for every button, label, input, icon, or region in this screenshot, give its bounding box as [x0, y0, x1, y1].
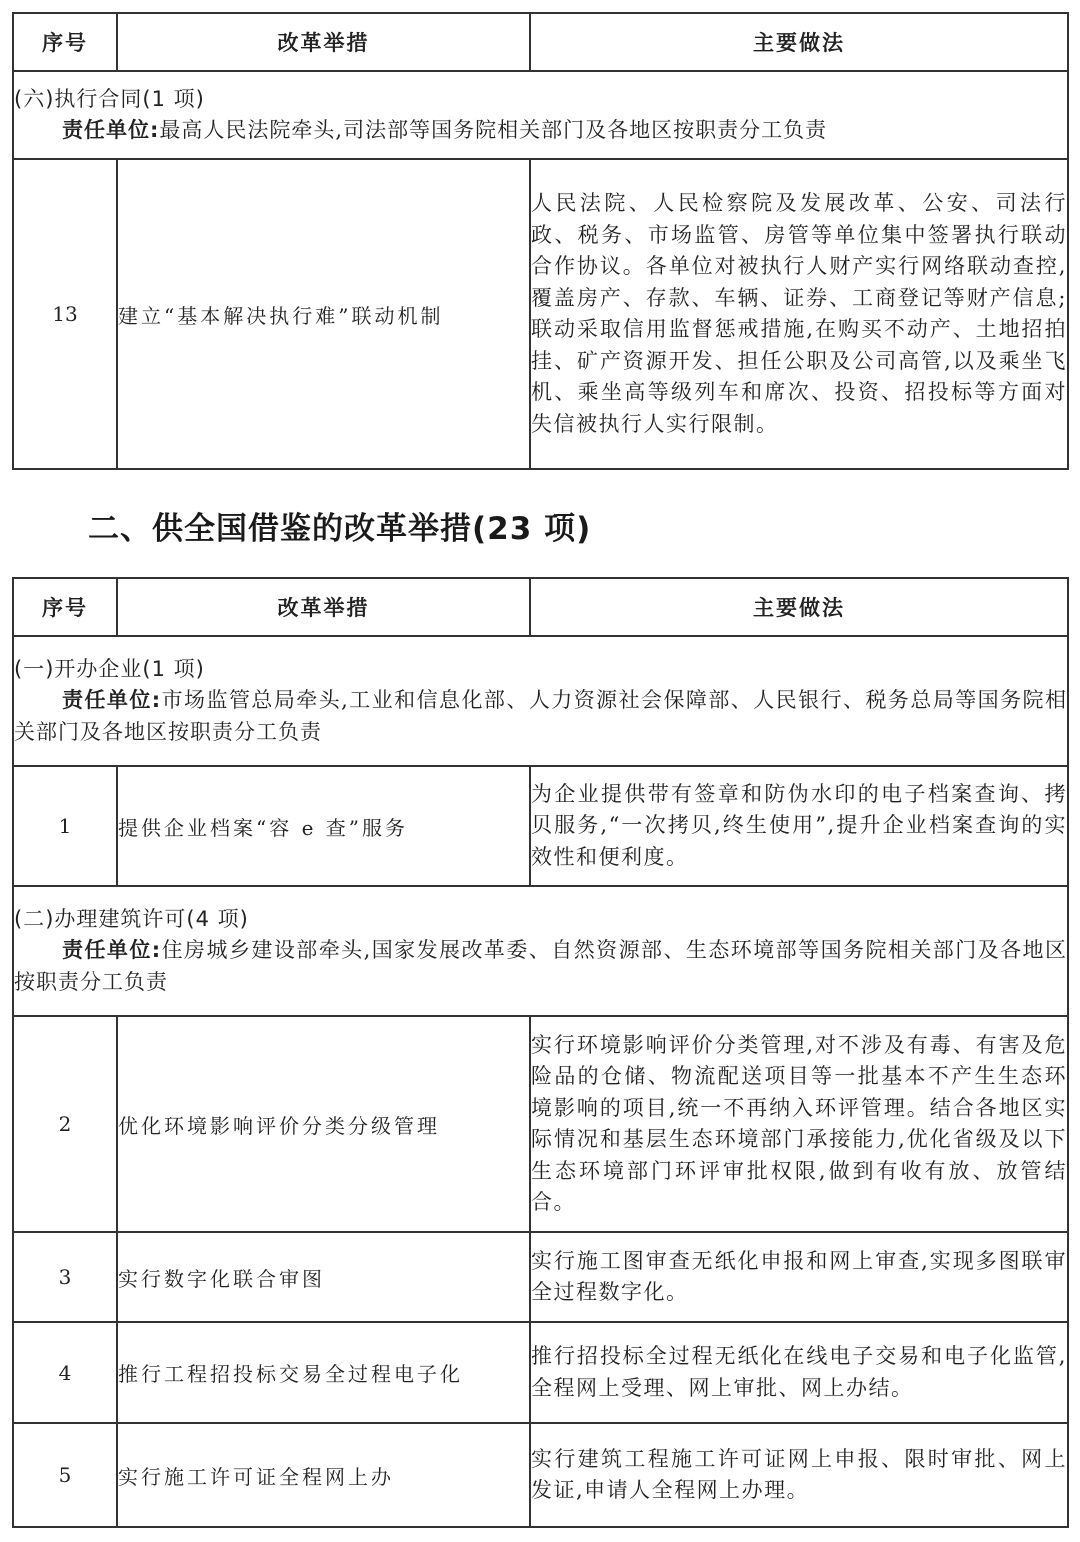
reform-measure: 推行工程招投标交易全过程电子化	[117, 1322, 530, 1423]
main-practice: 实行施工图审查无纸化申报和网上审查,实现多图联审全过程数字化。	[530, 1232, 1068, 1322]
responsible-text: 最高人民法院牵头,司法部等国务院相关部门及各地区按职责分工负责	[159, 118, 828, 142]
responsible-text: 市场监管总局牵头,工业和信息化部、人力资源社会保障部、人民银行、税务总局等国务院相关部门及各地区按职责分工负责	[14, 688, 1067, 744]
responsible-text: 住房城乡建设部牵头,国家发展改革委、自然资源部、生态环境部等国务院相关部门及各地区按职责分工负责	[14, 938, 1067, 994]
reform-measure: 提供企业档案“容 e 查”服务	[117, 766, 530, 886]
table-row	[13, 159, 1068, 469]
main-practice: 人民法院、人民检察院及发展改革、公安、司法行政、税务、市场监管、房管等单位集中签署执行联动合作协议。各单位对被执行人财产实行网络联动查控,覆盖房产、存款、车辆、证券、工商登记等财产信息;联动采取信用监督惩戒措施,在购买不动产、土地招拍挂、矿产资源开发、担任公职及公司高管,以及乘坐飞机、乘坐高等级列车和席次、投资、招投标等方面对失信被执行人实行限制。	[530, 159, 1068, 469]
reform-measure: 建立“基本解决执行难”联动机制	[117, 159, 530, 469]
responsible-label: 责任单位:	[62, 118, 160, 142]
category-title: (一)开办企业(1 项)	[14, 656, 205, 681]
table-row	[13, 1016, 1068, 1232]
header-measure: 改革举措	[117, 13, 530, 71]
header-number: 序号	[13, 13, 117, 71]
reform-table-2	[12, 577, 1069, 1528]
responsible-units	[14, 935, 1067, 998]
reform-measure: 实行数字化联合审图	[117, 1232, 530, 1322]
responsible-label: 责任单位:	[62, 938, 162, 963]
row-number: 2	[13, 1016, 117, 1232]
main-practice: 实行建筑工程施工许可证网上申报、限时审批、网上发证,申请人全程网上办理。	[530, 1423, 1068, 1527]
header-method: 主要做法	[530, 578, 1068, 636]
header-method: 主要做法	[530, 13, 1068, 71]
table-row	[13, 1423, 1068, 1527]
section-heading: 二、供全国借鉴的改革举措(23 项)	[88, 511, 592, 547]
header-number: 序号	[13, 578, 117, 636]
category-row	[13, 886, 1068, 1016]
header-measure: 改革举措	[117, 578, 530, 636]
category-cell	[13, 71, 1068, 159]
reform-measure: 实行施工许可证全程网上办	[117, 1423, 530, 1527]
responsible-units	[14, 115, 1067, 147]
main-practice: 推行招投标全过程无纸化在线电子交易和电子化监管,全程网上受理、网上审批、网上办结。	[530, 1322, 1068, 1423]
row-number: 5	[13, 1423, 117, 1527]
table-row	[13, 1232, 1068, 1322]
category-row	[13, 636, 1068, 766]
row-number: 4	[13, 1322, 117, 1423]
responsible-label: 责任单位:	[62, 688, 162, 713]
table-header-row	[13, 13, 1068, 71]
responsible-units	[14, 685, 1067, 748]
category-cell	[13, 886, 1068, 1016]
row-number: 3	[13, 1232, 117, 1322]
reform-measure: 优化环境影响评价分类分级管理	[117, 1016, 530, 1232]
category-title: (二)办理建筑许可(4 项)	[14, 906, 249, 931]
table-row	[13, 1322, 1068, 1423]
table-header-row	[13, 578, 1068, 636]
category-cell	[13, 636, 1068, 766]
reform-table-1	[12, 12, 1069, 470]
main-practice: 实行环境影响评价分类管理,对不涉及有毒、有害及危险品的仓储、物流配送项目等一批基本不产生生态环境影响的项目,统一不再纳入环评管理。结合各地区实际情况和基层生态环境部门承接能力,优化省级及以下生态环境部门环评审批权限,做到有收有放、放管结合。	[530, 1016, 1068, 1232]
row-number: 1	[13, 766, 117, 886]
category-title: (六)执行合同(1 项)	[14, 86, 205, 111]
table-row	[13, 766, 1068, 886]
row-number: 13	[13, 159, 117, 469]
main-practice: 为企业提供带有签章和防伪水印的电子档案查询、拷贝服务,“一次拷贝,终生使用”,提升企业档案查询的实效性和便利度。	[530, 766, 1068, 886]
category-row	[13, 71, 1068, 159]
